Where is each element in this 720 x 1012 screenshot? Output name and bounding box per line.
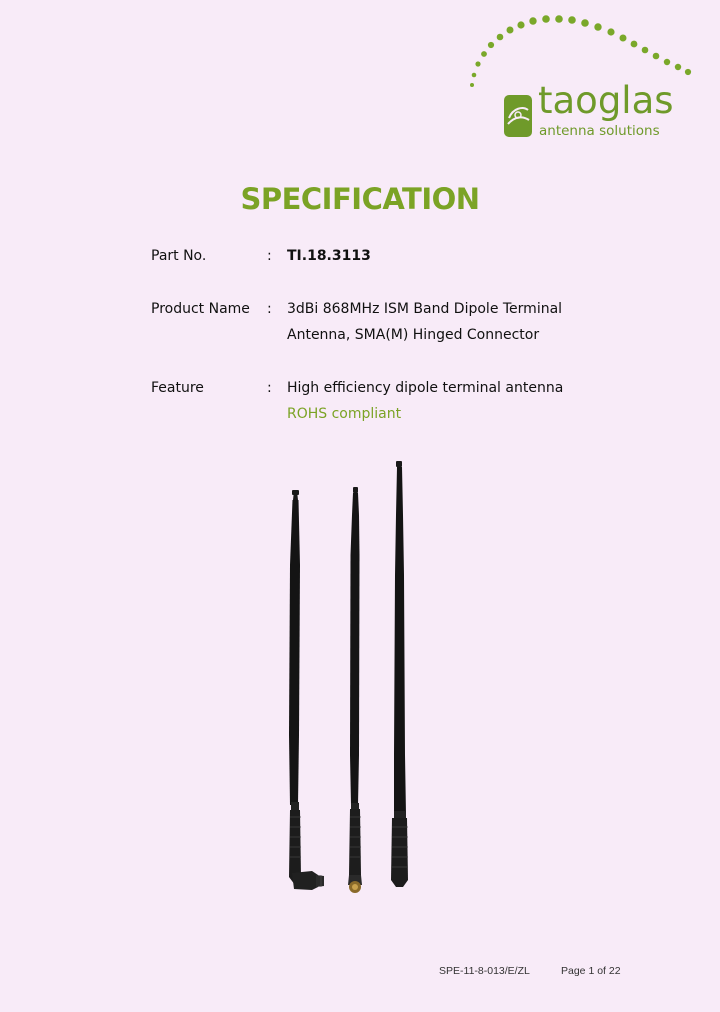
- product-name-line-2: Antenna, SMA(M) Hinged Connector: [287, 327, 540, 343]
- logo-icon: [503, 94, 533, 138]
- antenna-1-icon: [289, 490, 324, 890]
- page-number: Page 1 of 22: [561, 965, 621, 977]
- product-name-separator: :: [267, 301, 272, 317]
- brand-tagline: antenna solutions: [539, 123, 660, 139]
- part-no-label: Part No.: [151, 248, 207, 264]
- feature-label: Feature: [151, 380, 204, 396]
- brand-name: taoglas: [538, 79, 674, 122]
- product-name-line-1: 3dBi 868MHz ISM Band Dipole Terminal: [287, 301, 563, 317]
- feature-line-1: High efficiency dipole terminal antenna: [287, 380, 564, 396]
- part-no-value: TI.18.3113: [287, 248, 371, 264]
- product-name-label: Product Name: [151, 301, 250, 317]
- feature-line-2: ROHS compliant: [287, 406, 402, 422]
- antenna-3-icon: [391, 461, 408, 887]
- page-title: SPECIFICATION: [240, 182, 480, 216]
- part-no-separator: :: [267, 248, 272, 264]
- feature-separator: :: [267, 380, 272, 396]
- document-code: SPE-11-8-013/E/ZL: [439, 965, 530, 977]
- antenna-photo: [270, 455, 420, 900]
- antenna-2-icon: [348, 487, 362, 893]
